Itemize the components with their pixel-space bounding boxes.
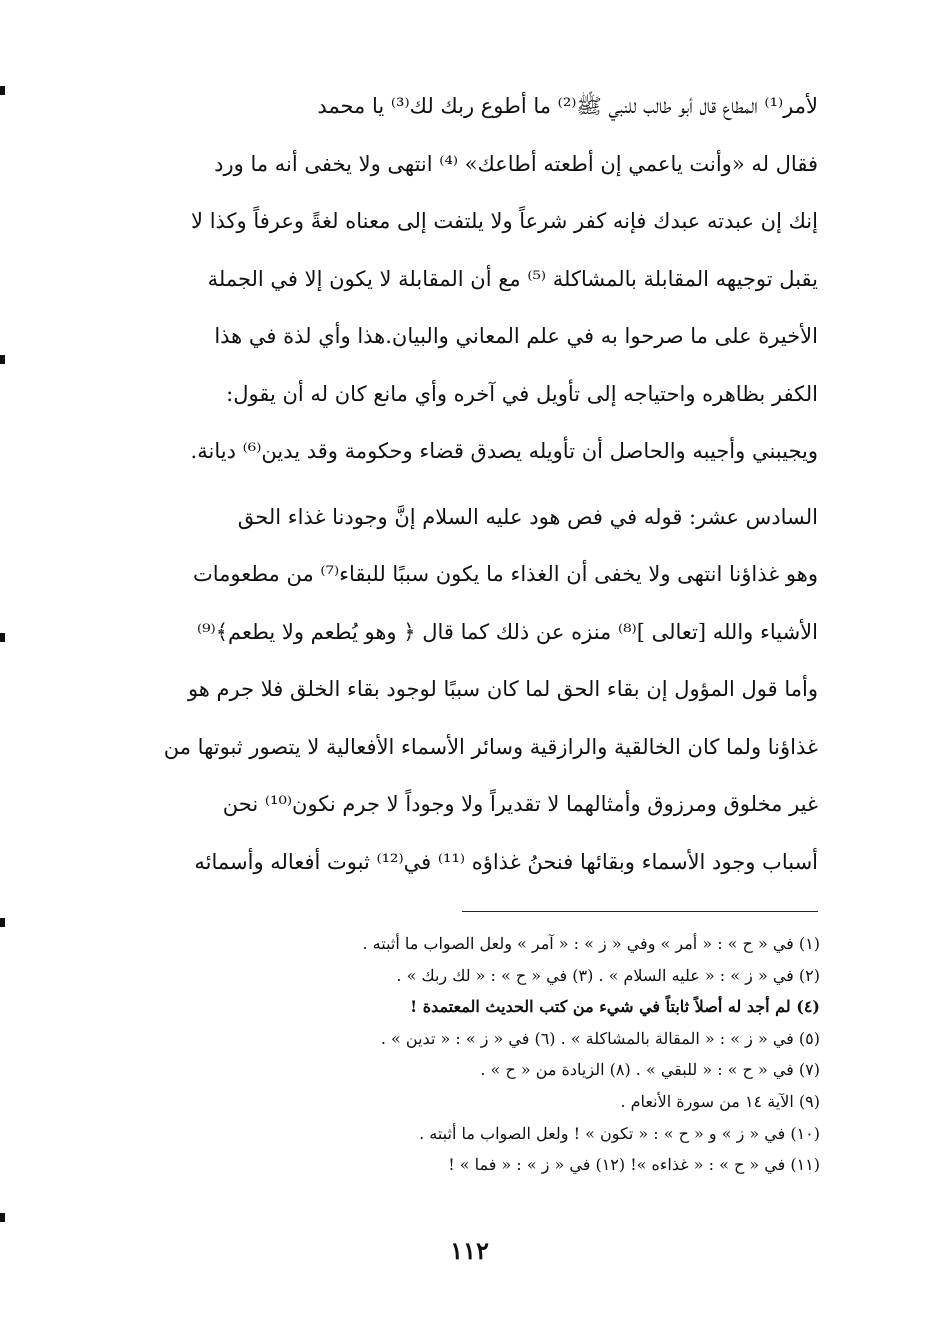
footnote: (١٠) في « ز » و « ح » : « تكون » ! ولعل الصواب ما أثبته . [419,1123,820,1143]
text-line: ويجيبني وأجيبه والحاصل أن تأويله يصدق قضاء وحكومة وقد يدين⁽⁶⁾ ديانة. [190,439,818,463]
margin-mark [0,86,5,95]
text-line: لأمر⁽¹⁾ المطاع قال أبو طالب للنبي ﷺ⁽²⁾ ما أطوع ربك لك⁽³⁾ يا محمد [317,94,818,118]
margin-mark [0,633,5,642]
text-line: إنك إن عبدته عبدك فإنه كفر شرعاً ولا يلتفت إلى معناه لغةً وعرفاً وكذا لا [191,209,818,233]
text-line: غير مخلوق ومرزوق وأمثالهما لا تقديراً ولا وجوداً لا جرم نكون⁽¹⁰⁾ نحن [222,792,818,816]
margin-mark [0,355,5,364]
footnote: (٩) الآية ١٤ من سورة الأنعام . [620,1091,820,1111]
text-line: فقال له «وأنت ياعمي إن أطعته أطاعك» ⁽⁴⁾ انتهى ولا يخفى أنه ما ورد [214,151,818,176]
footnote: (٧) في « ح » : « للبقي » . (٨) الزيادة من « ح » . [480,1060,820,1080]
margin-mark [0,918,5,927]
footnote: (٥) في « ز » : « المقالة بالمشاكلة » . (٦) في « ز » : « تدين » . [380,1028,820,1048]
text-line: الكفر بظاهره واحتياجه إلى تأويل في آخره وأي مانع كان له أن يقول: [226,381,818,406]
margin-mark [0,1213,5,1222]
footnote: (٤) لم أجد له أصلاً ثابتاً في شيء من كتب الحديث المعتمدة ! [410,997,820,1017]
footnote-separator [462,911,818,912]
text-line: وأما قول المؤول إن بقاء الحق لما كان سببًا لوجود بقاء الخلق فلا جرم هو [187,677,818,701]
text-line: غذاؤنا ولما كان الخالقية والرازقية وسائر الأسماء الأفعالية لا يتصور ثبوتها من [163,734,818,759]
footnotes [120,928,820,1181]
text-line: وهو غذاؤنا انتهى ولا يخفى أن الغذاء ما يكون سببًا للبقاء⁽⁷⁾ من مطعومات [192,562,818,586]
text-line: السادس عشر: قوله في فص هود عليه السلام إنَّ وجودنا غذاء الحق [237,504,818,529]
text-line: يقبل توجيهه المقابلة بالمشاكلة ⁽⁵⁾ مع أن المقابلة لا يكون إلا في الجملة [207,266,818,291]
footnote: (١) في « ح » : « أمر » وفي « ز » : « آمر » ولعل الصواب ما أثبته . [362,934,820,953]
text-line: الأشياء والله [تعالى ]⁽⁸⁾ منزه عن ذلك كما قال ﴿ وهو يُطعم ولا يطعم﴾⁽⁹⁾ [196,619,818,644]
footnote: (٢) في « ز » : « عليه السلام » . (٣) في « ح » : « لك ربك » . [396,965,820,985]
text-line: أسباب وجود الأسماء وبقائها فنحنُ غذاؤه ⁽¹¹⁾ في⁽¹²⁾ ثبوت أفعاله وأسمائه [194,849,818,874]
text-line: الأخيرة على ما صرحوا به في علم المعاني والبيان.هذا وأي لذة في هذا [214,324,818,348]
main-text [100,78,818,891]
footnote: (١١) في « ح » : « غذاءه »! (١٢) في « ز » : « فما » ! [448,1155,820,1175]
page-number: ١١٢ [450,1236,489,1265]
